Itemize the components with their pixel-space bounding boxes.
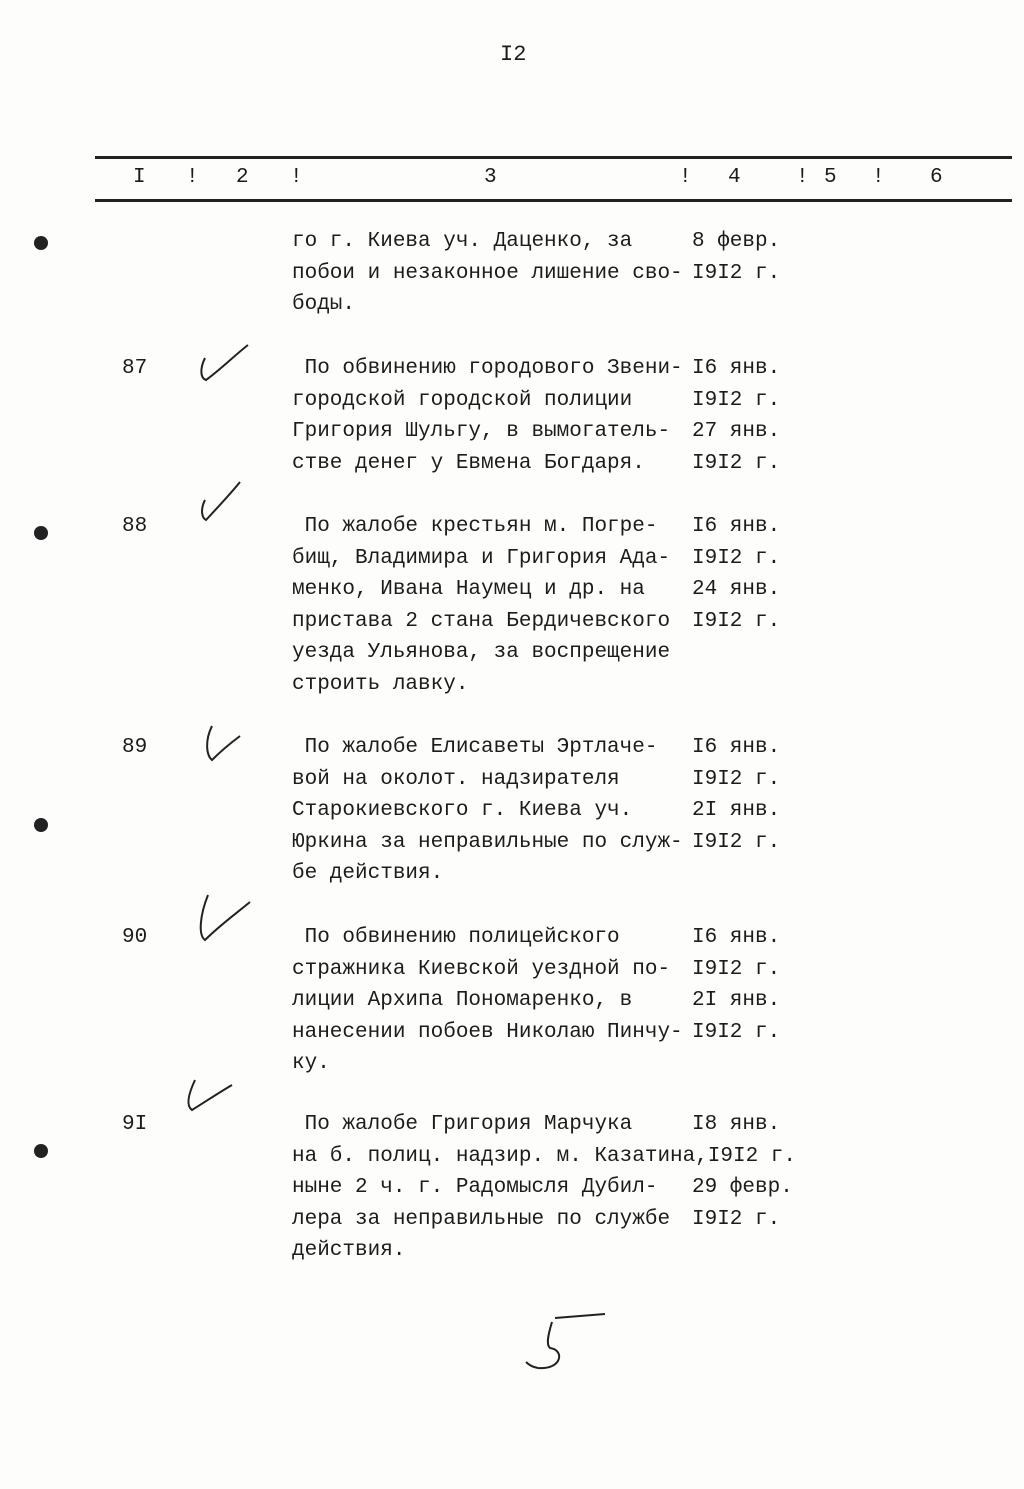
entry-text-line: го г. Киева уч. Даценко, за	[292, 230, 633, 253]
entry-text-line: стражника Киевской уездной по-	[292, 957, 671, 981]
entry-text-line: Старокиевского г. Киева уч.	[292, 799, 633, 823]
entry-text-line: По обвинению полицейского	[292, 926, 620, 949]
entry-number: 87	[122, 357, 148, 380]
handwritten-signature-mark	[510, 1310, 620, 1380]
entry-date: I9I2 г.	[692, 388, 781, 412]
entry-date: I9I2 г.	[692, 1020, 781, 1044]
entry-date: 2I янв.	[692, 799, 781, 823]
entry-number: 88	[122, 515, 148, 538]
entry-date: 27 янв.	[692, 420, 781, 444]
binding-hole	[34, 236, 48, 250]
column-header: I	[133, 166, 146, 189]
entry-date: I9I2 г.	[692, 957, 781, 981]
entry-date: I9I2 г.	[692, 546, 781, 570]
entry-date: I9I2 г.	[692, 451, 781, 475]
column-header: 6	[930, 166, 943, 189]
entry-date: I6 янв.	[692, 736, 781, 759]
entry-text-line: лиции Архипа Пономаренко, в	[292, 989, 633, 1013]
entry-date: I9I2 г.	[692, 261, 781, 285]
column-separator: !	[796, 166, 809, 189]
binding-hole	[34, 1144, 48, 1158]
entry-text-line: ку.	[292, 1052, 330, 1076]
entry-text-line: пристава 2 стана Бердичевского	[292, 609, 671, 633]
entry-text-line: По обвинению городового Звени-	[292, 357, 683, 380]
entry-date: 8 февр.	[692, 230, 781, 253]
entry-date: I8 янв.	[692, 1113, 781, 1136]
entry-date: I9I2 г.	[692, 609, 781, 633]
header-top-rule	[95, 156, 1012, 159]
entry-date: I9I2 г.	[692, 830, 781, 854]
entry-text-line: уезда Ульянова, за воспрещение	[292, 641, 671, 665]
column-separator: !	[290, 166, 303, 189]
column-header: 5	[824, 166, 837, 189]
entry-date: I9I2 г.	[707, 1144, 797, 1168]
entry-date: 24 янв.	[692, 578, 781, 602]
entry-text-line: Григория Шульгу, в вымогатель-	[292, 420, 671, 444]
column-separator: !	[872, 166, 885, 189]
entry-text-line: бе действия.	[292, 862, 444, 886]
binding-hole	[34, 526, 48, 540]
entry-date: 29 февр.	[692, 1176, 793, 1200]
entry-date: I6 янв.	[692, 357, 781, 380]
entry-text-line: По жалобе Елисаветы Эртлаче-	[292, 736, 658, 759]
entry-text-line: лера за неправильные по службе	[292, 1207, 671, 1231]
entry-text-line: боды.	[292, 293, 356, 317]
entry-number: 9I	[122, 1113, 148, 1136]
binding-hole	[34, 818, 48, 832]
entry-text-line: действия.	[292, 1239, 406, 1263]
column-separator: !	[679, 166, 692, 189]
entry-text-line: вой на околот. надзирателя	[292, 767, 620, 791]
entry-text-line: По жалобе крестьян м. Погре-	[292, 515, 658, 538]
column-separator: !	[186, 166, 199, 189]
column-header: 4	[728, 166, 741, 189]
entry-date: I9I2 г.	[692, 767, 781, 791]
entry-text-line: стве денег у Евмена Богдаря.	[292, 451, 645, 475]
entry-text-line: ныне 2 ч. г. Радомысля Дубил-	[292, 1176, 658, 1200]
entry-text-line: менко, Ивана Наумец и др. на	[292, 578, 645, 602]
entry-number: 89	[122, 736, 148, 759]
entry-date: 2I янв.	[692, 989, 781, 1013]
column-header: 3	[484, 166, 497, 189]
entry-text-line: строить лавку.	[292, 673, 469, 696]
column-header: 2	[236, 166, 249, 189]
entry-text-line: нанесении побоев Николаю Пинчу-	[292, 1020, 683, 1044]
entry-number: 90	[122, 926, 148, 949]
entry-date: I9I2 г.	[692, 1207, 781, 1231]
entry-text-line: бищ, Владимира и Григория Ада-	[292, 546, 671, 570]
entry-text-line: городской городской полиции	[292, 388, 633, 412]
entry-date: I6 янв.	[692, 926, 781, 949]
entry-date: I6 янв.	[692, 515, 781, 538]
entry-text-line: побои и незаконное лишение сво-	[292, 261, 683, 285]
entry-text-line: По жалобе Григория Марчука	[292, 1113, 633, 1136]
header-bottom-rule	[95, 199, 1012, 202]
page-number: I2	[500, 42, 527, 67]
entry-text-line: на б. полиц. надзир. м. Казатина,	[292, 1144, 708, 1168]
entry-text-line: Юркина за неправильные по служ-	[292, 830, 683, 854]
